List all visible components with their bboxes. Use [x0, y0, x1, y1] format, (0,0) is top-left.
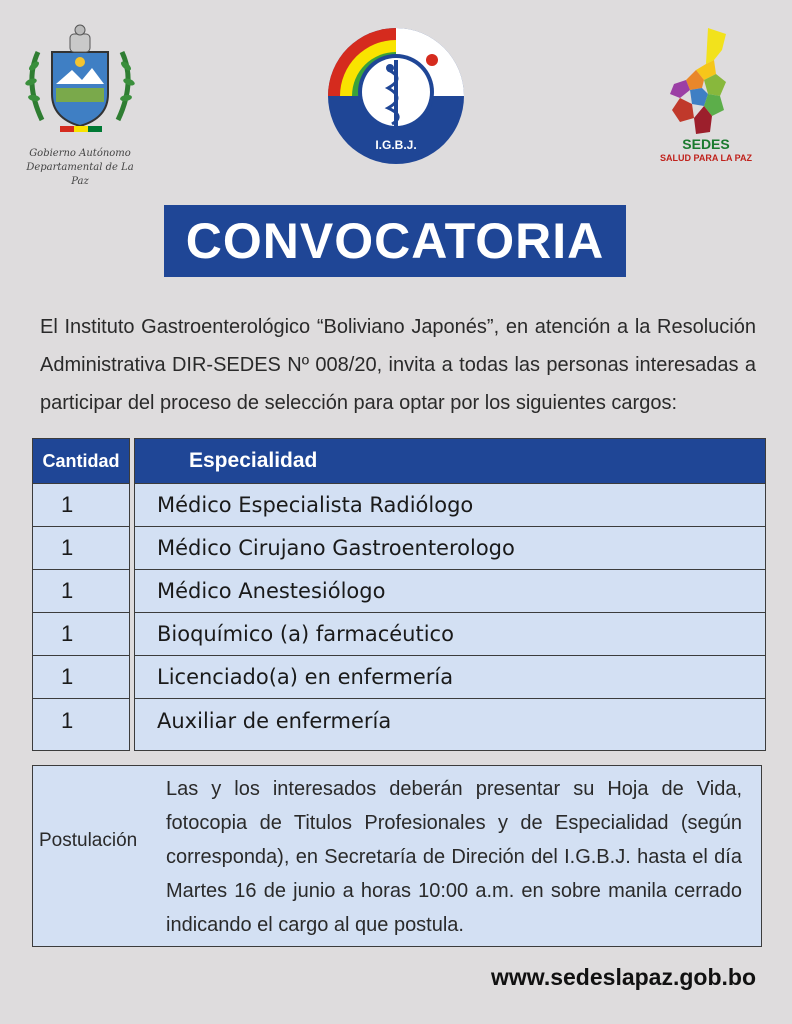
website-url: www.sedeslapaz.gob.bo — [491, 964, 756, 990]
coat-of-arms-icon — [16, 22, 144, 142]
table-row: 1 — [33, 570, 129, 613]
table-row: 1 — [33, 527, 129, 570]
header-cantidad: Cantidad — [33, 439, 129, 484]
table-row: Médico Anestesiólogo — [135, 570, 765, 613]
sedes-tagline: SALUD PARA LA PAZ — [660, 153, 752, 163]
igbj-text: I.G.B.J. — [375, 138, 417, 152]
sedes-logo — [656, 26, 756, 168]
especialidad-column — [134, 438, 766, 751]
table-row: 1 — [61, 707, 74, 733]
table-row: Médico Especialista Radiólogo — [135, 484, 765, 527]
gobierno-caption-line1: Gobierno Autónomo — [29, 148, 131, 159]
table-row: 1 — [33, 656, 129, 699]
table-row: Auxiliar de enfermería — [157, 708, 392, 733]
postulacion-box — [32, 765, 762, 947]
table-row: 1 — [33, 613, 129, 656]
table-row: Médico Cirujano Gastroenterologo — [135, 527, 765, 570]
page-title: CONVOCATORIA — [164, 205, 626, 277]
sedes-name: SEDES — [682, 136, 730, 152]
intro-paragraph: El Instituto Gastroenterológico “Boliviano Japonés”, en atención a la Resolución Administrativa DIR-SEDES Nº 008/20, invita a todas las personas interesadas a participar del proceso de selección para optar por los siguientes cargos: — [40, 316, 756, 414]
gobierno-caption-line2: Departamental de La Paz — [26, 162, 134, 187]
header-especialidad: Especialidad — [135, 439, 765, 484]
gobierno-la-paz-logo — [16, 22, 144, 187]
postulacion-label: Postulación — [39, 830, 138, 851]
table-row: 1 — [33, 484, 129, 527]
table-row: Bioquímico (a) farmacéutico — [135, 613, 765, 656]
postulacion-text: Las y los interesados deberán presentar su Hoja de Vida, fotocopia de Titulos Profesionales y de Especialidad (según corresponda), en Secretaría de Direción del I.G.B.J. hasta el día Martes 16 de junio a horas 10:00 a.m. en sobre manila cerrado indicando el cargo al que postula. — [166, 778, 742, 936]
table-row: Licenciado(a) en enfermería — [135, 656, 765, 699]
cantidad-column — [32, 438, 130, 751]
igbj-logo — [326, 26, 466, 166]
la-paz-map-icon — [656, 26, 756, 138]
